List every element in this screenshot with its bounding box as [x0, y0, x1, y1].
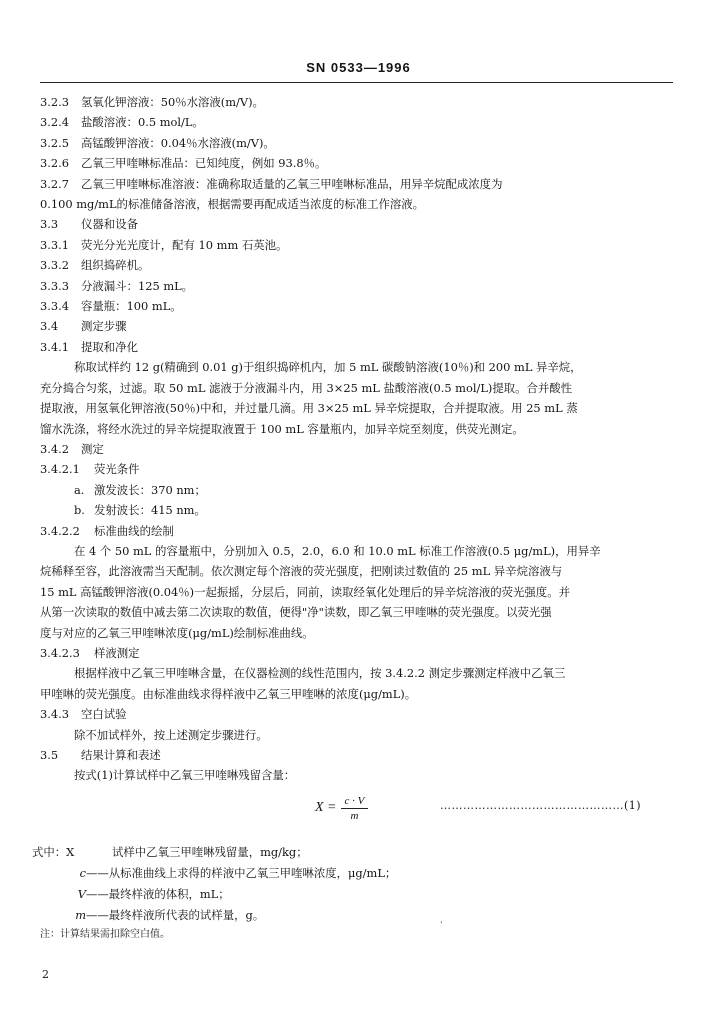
variable-symbol: c [79, 865, 86, 880]
section-number: 3.5 [40, 748, 59, 762]
section-line [40, 316, 680, 336]
section-number: 3.2.5 [40, 135, 69, 150]
section-number: 3.4.2.1 [40, 462, 80, 477]
section-number: 3.4.2.3 [40, 645, 80, 660]
text-line: 根据样液中乙氧三甲喹啉含量，在仪器检测的线性范围内，按 3.4.2.2 测定步骤测定样液中乙氧三 [74, 666, 566, 681]
section-text: 提取和净化 [81, 339, 138, 354]
section-text: 测定步骤 [81, 319, 127, 334]
section-line [40, 235, 680, 255]
section-text: 0.100 mg/mL的标准储备溶液，根据需要再配成适当浓度的标准工作溶液。 [40, 197, 425, 212]
section-line [40, 194, 680, 214]
text-line: 15 mL 高锰酸钾溶液(0.04％)一起振摇，分层后，同前，读取经氧化处理后的异辛烷溶液的荧光强度。并 [40, 584, 570, 599]
formula-fraction [341, 794, 369, 823]
text-line: 在 4 个 50 mL 的容量瓶中，分别加入 0.5，2.0，6.0 和 10.0 mL 标准工作溶液(0.5 μg/mL)，用异辛 [74, 543, 601, 558]
formula-number: …………………………………………(1) [440, 798, 642, 812]
variable-symbol: 式中：X [32, 844, 75, 859]
text-line: 度与对应的乙氧三甲喹啉浓度(μg/mL)绘制标准曲线。 [40, 625, 314, 640]
section-line [40, 296, 680, 316]
section-text: 盐酸溶液：0.5 mol/L。 [81, 115, 204, 130]
heading-3-4-3 [40, 704, 680, 724]
variable-text: 试样中乙氧三甲喹啉残留量，mg/kg； [112, 844, 308, 859]
variable-line [32, 884, 680, 905]
paragraph-calculation: 按式(1)计算试样中乙氧三甲喹啉残留含量： [74, 768, 296, 783]
section-title: 标准曲线的绘制 [94, 523, 174, 538]
paragraph-blank-test: 除不加试样外，按上述测定步骤进行。 [74, 727, 268, 742]
variable-definitions [32, 842, 680, 944]
section-number: 3.4.1 [40, 339, 69, 354]
text-line: 称取试样约 12 g(精确到 0.01 g)于组织捣碎机内，加 5 mL 碳酸钠溶液(10％)和 200 mL 异辛烷， [74, 360, 582, 375]
section-line [40, 174, 680, 194]
section-text: 分液漏斗：125 mL。 [81, 278, 194, 293]
section-line [40, 337, 680, 357]
section-title: 空白试验 [81, 707, 127, 722]
section-number: 3.3.4 [40, 299, 69, 314]
calculation-note: 注：计算结果需扣除空白值。 [40, 928, 170, 940]
section-line [40, 153, 680, 173]
variable-symbol: m [75, 907, 86, 922]
section-text: 仪器和设备 [81, 217, 138, 232]
formula-numerator: c · V [341, 794, 369, 809]
formula-denominator: m [350, 809, 359, 822]
variable-line [32, 905, 680, 926]
section-line [40, 276, 680, 296]
section-number: 3.3.3 [40, 278, 69, 293]
page-number: 2 [42, 968, 49, 981]
section-text: 容量瓶：100 mL。 [81, 299, 182, 314]
section-number: 3.4.2.2 [40, 523, 80, 538]
section-line [40, 92, 680, 112]
section-number: 3.4.2 [40, 441, 69, 456]
heading-3-4-2-3 [40, 643, 680, 663]
section-number: 3.3.2 [40, 258, 69, 273]
section-line [40, 133, 680, 153]
heading-3-4-2-2 [40, 521, 680, 541]
formula-expression [315, 794, 368, 823]
text-line: 充分捣合匀浆，过滤。取 50 mL 滤液于分液漏斗内，用 3×25 mL 盐酸溶液(0.5 mol/L)提取。合并酸性 [40, 380, 573, 395]
formula-1 [40, 786, 680, 842]
paragraph-extraction [40, 357, 680, 439]
section-number: 3.2.4 [40, 115, 69, 130]
section-title: 样液测定 [94, 645, 140, 660]
list-text: 发射波长：415 nm。 [94, 503, 206, 518]
section-title: 荧光条件 [94, 462, 140, 477]
condition-b [40, 500, 680, 520]
text-line: 甲喹啉的荧光强度。由标准曲线求得样液中乙氧三甲喹啉的浓度(μg/mL)。 [40, 686, 417, 701]
formula-lhs: X = [315, 800, 337, 816]
text-line: 从第一次读取的数值中减去第二次读取的数值，便得"净"读数，即乙氧三甲喹啉的荧光强度。以荧光强 [40, 605, 552, 620]
section-number: 3.4.3 [40, 707, 69, 722]
variable-line [32, 842, 680, 863]
list-marker: b. [74, 503, 85, 518]
section-lines [40, 92, 680, 357]
text-line: 提取液，用氢氧化钾溶液(50％)中和，并过量几滴。用 3×25 mL 异辛烷提取，合并提取液。用 25 mL 蒸 [40, 401, 578, 416]
variable-symbol: V [77, 886, 86, 901]
section-number: 3.4 [40, 319, 59, 334]
section-line [40, 112, 680, 132]
section-title: 测定 [81, 441, 104, 456]
document-body [32, 92, 680, 944]
header-rule [40, 82, 673, 83]
heading-3-4-2-1 [40, 459, 680, 479]
section-text: 乙氧三甲喹啉标准品：已知纯度，例如 93.8％。 [81, 156, 327, 171]
section-line [40, 255, 680, 275]
list-text: 激发波长：370 nm； [94, 482, 206, 497]
heading-3-5 [40, 745, 680, 765]
variable-text: ——从标准曲线上求得的样液中乙氧三甲喹啉浓度，μg/mL； [86, 865, 397, 880]
variable-line [32, 863, 680, 884]
heading-3-4-2 [40, 439, 680, 459]
list-marker: a. [74, 482, 85, 497]
section-number: 3.3 [40, 217, 59, 232]
section-number: 3.2.6 [40, 156, 69, 171]
section-text: 乙氧三甲喹啉标准溶液：准确称取适量的乙氧三甲喹啉标准品，用异辛烷配成浓度为 [81, 176, 503, 191]
section-text: 高锰酸钾溶液：0.04％水溶液(m/V)。 [81, 135, 275, 150]
text-line: 烷稀释至容，此溶液需当天配制。依次测定每个溶液的荧光强度，把刚读过数值的 25 mL 异辛烷溶液与 [40, 564, 563, 579]
section-number: 3.2.7 [40, 176, 69, 191]
stray-mark: ' [440, 921, 443, 931]
variable-text: ——最终样液的体积，mL； [86, 886, 230, 901]
section-text: 组织捣碎机。 [81, 258, 150, 273]
section-title: 结果计算和表述 [81, 748, 161, 762]
text-line: 馏水洗涤，将经水洗过的异辛烷提取液置于 100 mL 容量瓶内，加异辛烷至刻度，供荧光测定。 [40, 421, 524, 436]
paragraph-sample-measurement [40, 663, 680, 704]
condition-a [40, 480, 680, 500]
standard-number-header: SN 0533—1996 [306, 60, 411, 75]
variable-text: ——最终样液所代表的试样量，g。 [86, 907, 265, 922]
section-number: 3.2.3 [40, 95, 69, 109]
section-line [40, 214, 680, 234]
section-text: 氢氧化钾溶液：50％水溶液(m/V)。 [81, 95, 264, 109]
section-number: 3.3.1 [40, 237, 69, 252]
paragraph-standard-curve [40, 541, 680, 643]
section-text: 荧光分光光度计，配有 10 mm 石英池。 [81, 237, 288, 252]
